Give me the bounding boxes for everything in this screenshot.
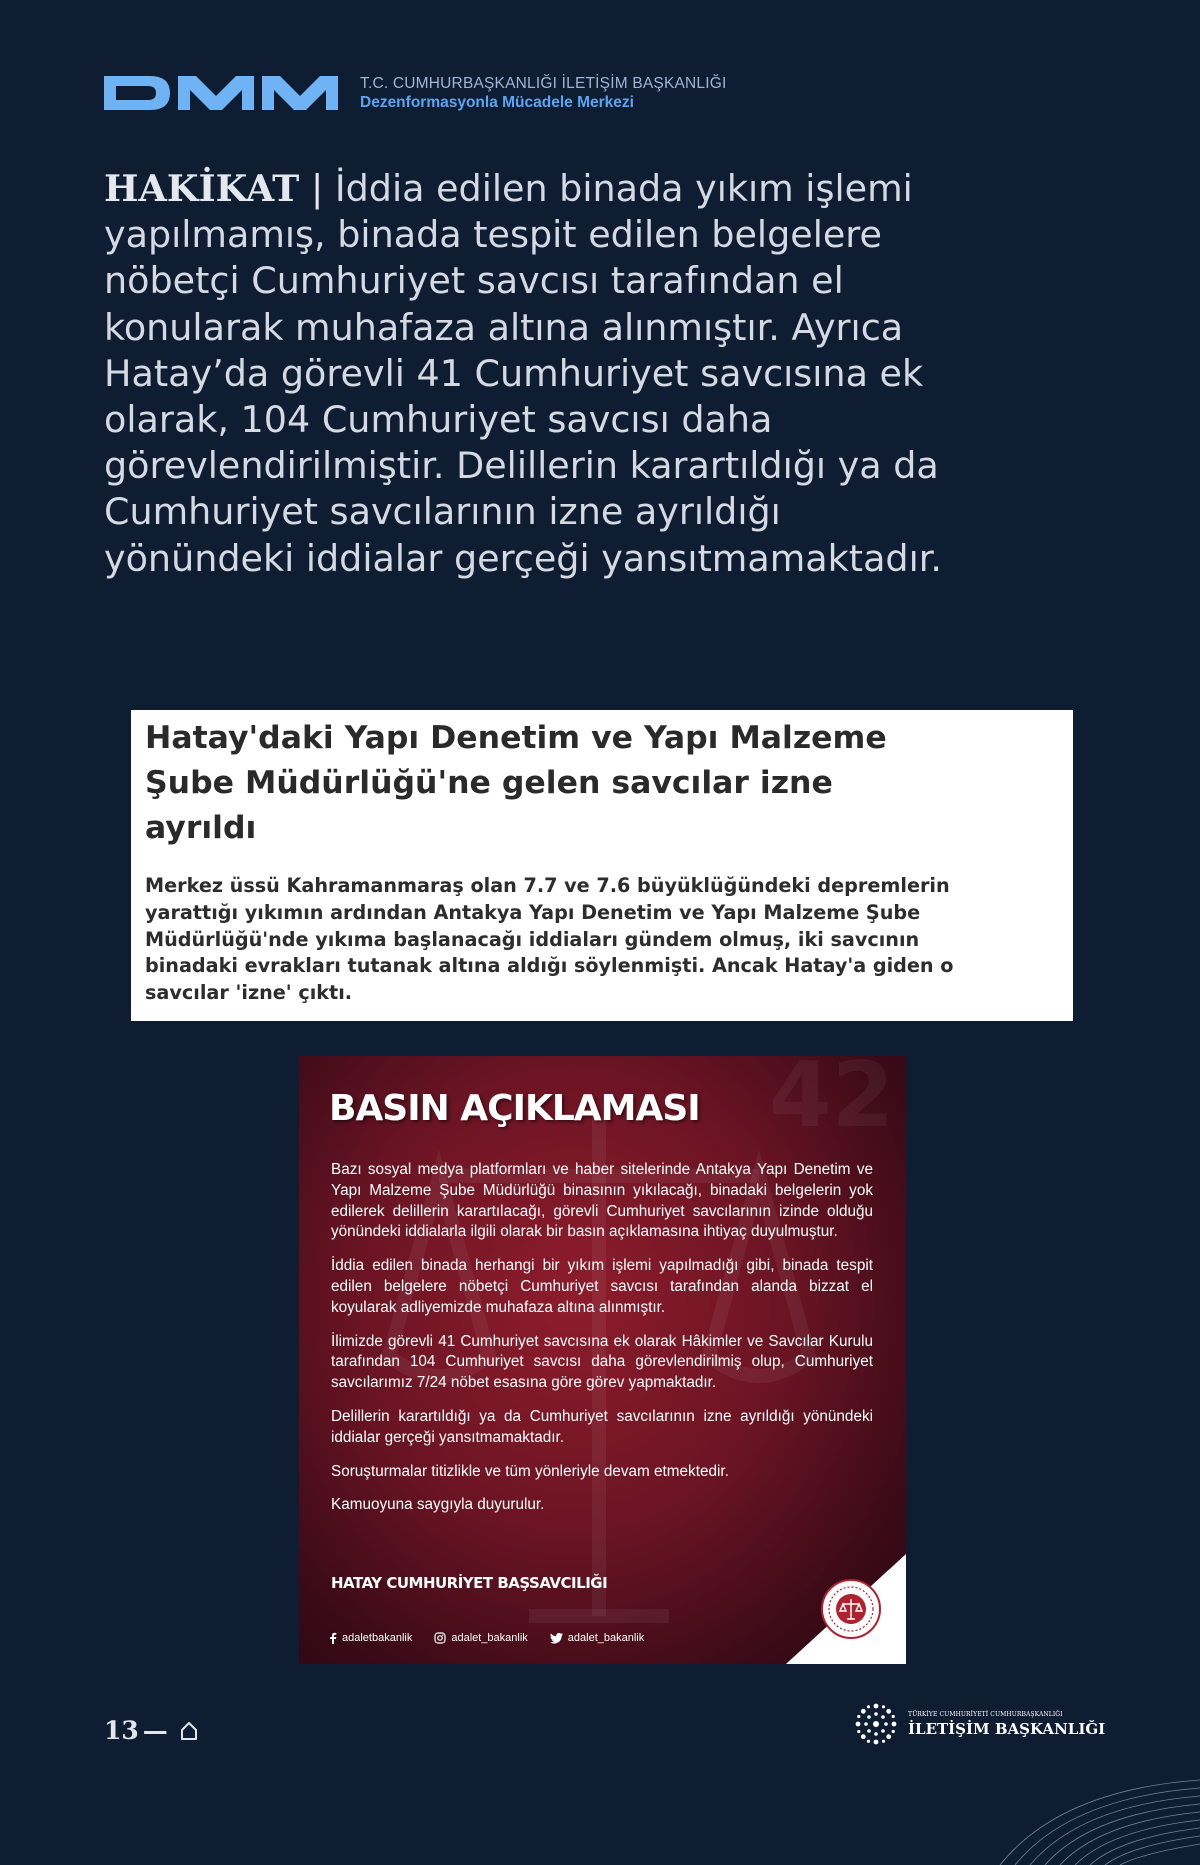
svg-text:42: 42 (769, 1056, 895, 1148)
facebook-icon (329, 1632, 337, 1644)
iletisim-wordmark (908, 1711, 1105, 1738)
press-paragraph: İddia edilen binada herhangi bir yıkım işlemi yapılmadığı gibi, binada tespit edilen belgelere nöbetçi Cumhuriyet savcısı tarafından alanda bizzat el koyularak adliyemizde muhafaza altına alınmıştır. (331, 1257, 873, 1316)
brand-large: İLETİŞİM BAŞKANLIĞI (908, 1719, 1106, 1738)
fact-separator: | (310, 167, 324, 210)
fact-label: HAKİKAT (104, 167, 300, 210)
iletisim-emblem-icon (852, 1700, 900, 1748)
instagram-icon (434, 1632, 446, 1644)
org-name (360, 74, 727, 112)
decorative-waves (960, 1760, 1200, 1865)
press-paragraph: Soruşturmalar titizlikle ve tüm yönleriyle devam etmektedir. (331, 1462, 729, 1480)
instagram-handle: adalet_bakanlik (451, 1632, 528, 1644)
news-clipping (131, 710, 1073, 1021)
ministry-seal-icon (820, 1578, 882, 1640)
fact-text: İddia edilen binada yıkım işlemi yapılmamış, binada tespit edilen belgelere nöbetçi Cumhuriyet savcısı tarafından el konularak muhafaza altına alınmıştır. Ayrıca Hatay’da görevli 41 Cumhuriyet savcısına ek olarak, 104 Cumhuriyet savcısı daha görevlendirilmiştir. Delillerin karartıldığı ya da Cumhuriyet savcılarının izne ayrıldığı yönündeki iddialar gerçeği yansıtmamaktadır. (104, 167, 943, 580)
facebook-handle: adaletbakanlik (342, 1632, 413, 1644)
press-paragraph: Delillerin karartıldığı ya da Cumhuriyet savcılarının izne ayrıldığı yönündeki iddialar gerçeği yansıtmamaktadır. (331, 1407, 873, 1446)
brand-small: TÜRKİYE CUMHURİYETİ CUMHURBAŞKANLIĞI (908, 1710, 1063, 1718)
press-title: BASIN AÇIKLAMASI (329, 1088, 700, 1129)
twitter-handle: adalet_bakanlik (567, 1632, 645, 1644)
dmm-logo (104, 72, 350, 114)
press-paragraphs (331, 1160, 873, 1529)
page-indicator (104, 1716, 198, 1745)
news-title: Hatay'daki Yapı Denetim ve Yapı Malzeme Şube Müdürlüğü'ne gelen savcılar izne ayrıldı (145, 720, 887, 846)
fact-paragraph (104, 166, 944, 582)
org-line-2: Dezenformasyonla Mücadele Merkezi (360, 94, 634, 111)
news-body: Merkez üssü Kahramanmaraş olan 7.7 ve 7.6 büyüklüğündeki depremlerin yarattığı yıkımın ardından Antakya Yapı Denetim ve Yapı Malzeme Şube Müdürlüğü'nde yıkıma başlanacağı iddiaları gündem olmuş, iki savcının binadaki evrakları tutanak altına aldığı söylenmişti. Ancak Hatay'a giden o savcılar 'izne' çıktı. (145, 874, 954, 1005)
press-paragraph: Kamuoyuna saygıyla duyurulur. (331, 1496, 545, 1514)
press-release (299, 1056, 906, 1664)
iletisim-logo (852, 1700, 1105, 1748)
press-signature: HATAY CUMHURİYET BAŞSAVCILIĞI (331, 1574, 608, 1592)
twitter-link[interactable] (550, 1632, 644, 1644)
home-icon[interactable] (180, 1721, 198, 1741)
page-dash: — (142, 1716, 168, 1745)
instagram-link[interactable] (434, 1632, 527, 1644)
press-paragraph: Bazı sosyal medya platformları ve haber sitelerinde Antakya Yapı Denetim ve Yapı Malzeme Şube Müdürlüğü binasının yıkılacağı, binadaki belgelerin yok edilerek delillerin karartılacağı, görevli Cumhuriyet savcılarının izinde olduğu yönündeki iddialarla ilgili olarak bir basın açıklamasına ihtiyaç duyulmuştur. (331, 1161, 873, 1241)
header (104, 72, 727, 114)
page-number: 13 (104, 1716, 139, 1745)
org-line-1: T.C. CUMHURBAŞKANLIĞI İLETİŞİM BAŞKANLIĞI (360, 75, 727, 92)
press-paragraph: İlimizde görevli 41 Cumhuriyet savcısına ek olarak Hâkimler ve Savcılar Kurulu tarafından 104 Cumhuriyet savcısı daha görevlendirilmiş olup, Cumhuriyet savcılarımız 7/24 nöbet esasına göre görev yapmaktadır. (331, 1332, 873, 1392)
facebook-link[interactable] (329, 1632, 412, 1644)
twitter-icon (550, 1633, 563, 1644)
social-links (329, 1632, 644, 1644)
